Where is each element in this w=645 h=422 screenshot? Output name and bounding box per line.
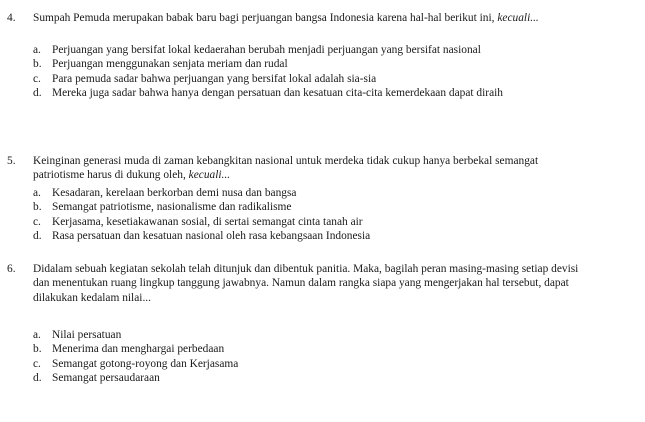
- option-text: Nilai persatuan: [52, 329, 122, 341]
- option-d[interactable]: [33, 86, 593, 100]
- option-letter: a.: [33, 44, 41, 56]
- question-stem: [33, 262, 593, 305]
- option-b[interactable]: [33, 200, 633, 214]
- option-text: Kerjasama, kesetiakawanan sosial, di sertai semangat cinta tanah air: [52, 215, 363, 228]
- option-letter: b.: [33, 201, 42, 214]
- option-text: Mereka juga sadar bahwa hanya dengan persatuan dan kesatuan cita-cita kemerdekaan dapat diraih: [52, 87, 503, 100]
- option-letter: d.: [33, 230, 42, 243]
- option-letter: c.: [33, 215, 41, 228]
- question-stem-text: Keinginan generasi muda di zaman kebangkitan nasional untuk merdeka tidak cukup hanya berbekal semangat patriotisme harus di dukung oleh,: [33, 155, 539, 182]
- option-list: [33, 43, 633, 101]
- option-c[interactable]: [33, 215, 633, 229]
- option-a[interactable]: [33, 186, 633, 200]
- question-number: 4.: [7, 12, 16, 24]
- question-stem: [33, 11, 593, 25]
- option-text: Perjuangan menggunakan senjata meriam dan rudal: [52, 58, 288, 71]
- option-text: Rasa persatuan dan kesatuan nasional oleh rasa kebangsaan Indonesia: [52, 230, 371, 243]
- option-d[interactable]: [33, 229, 633, 243]
- option-list: [33, 186, 633, 244]
- option-a[interactable]: [33, 43, 633, 57]
- question-number: 5.: [7, 155, 16, 167]
- option-list: [33, 328, 633, 386]
- option-letter: a.: [33, 329, 41, 341]
- option-b[interactable]: [33, 57, 633, 71]
- option-text: Semangat patriotisme, nasionalisme dan radikalisme: [52, 201, 292, 214]
- option-text: Semangat gotong-royong dan Kerjasama: [52, 357, 239, 370]
- option-letter: b.: [33, 58, 42, 71]
- option-letter: a.: [33, 187, 41, 199]
- option-letter: b.: [33, 343, 42, 356]
- question-stem-text: Sumpah Pemuda merupakan babak baru bagi perjuangan bangsa Indonesia karena hal-hal berikut ini,: [33, 12, 495, 24]
- option-d[interactable]: [33, 371, 633, 385]
- question-stem: [33, 154, 568, 183]
- option-text: Semangat persaudaraan: [52, 372, 160, 385]
- question-number: 6.: [7, 263, 16, 275]
- option-text: Menerima dan menghargai perbedaan: [52, 343, 225, 356]
- option-text: Kesadaran, kerelaan berkorban demi nusa dan bangsa: [52, 187, 297, 199]
- option-c[interactable]: [33, 357, 633, 371]
- option-a[interactable]: [33, 328, 633, 342]
- option-c[interactable]: [33, 72, 633, 86]
- option-b[interactable]: [33, 342, 633, 356]
- option-letter: c.: [33, 357, 41, 370]
- question-stem-italic: kecuali...: [497, 12, 539, 24]
- option-letter: d.: [33, 87, 42, 100]
- option-text: Perjuangan yang bersifat lokal kedaerahan berubah menjadi perjuangan yang bersifat nasional: [52, 44, 481, 56]
- question-stem-italic: kecuali...: [188, 169, 231, 182]
- option-letter: c.: [33, 72, 41, 85]
- option-text: Para pemuda sadar bahwa perjuangan yang bersifat lokal adalah sia-sia: [52, 72, 377, 85]
- question-stem-text: Didalam sebuah kegiatan sekolah telah ditunjuk dan dibentuk panitia. Maka, bagilah peran masing-masing setiap devisi dan menentukan ruang lingkup tanggung jawabnya. Namun dalam rangka siapa yang mengerjakan hal tersebut, dapat dilakukan kedalam nilai...: [33, 263, 579, 304]
- option-letter: d.: [33, 372, 42, 385]
